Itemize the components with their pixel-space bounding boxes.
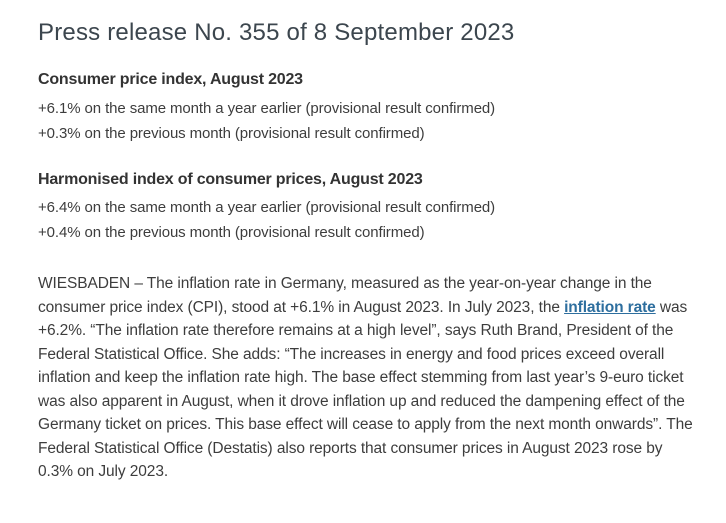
hicp-section-heading: Harmonised index of consumer prices, August 2023 — [38, 170, 423, 188]
page-title: Press release No. 355 of 8 September 2023 — [38, 19, 515, 46]
cpi-section-heading: Consumer price index, August 2023 — [38, 70, 303, 88]
inflation-rate-link[interactable]: inflation rate — [564, 298, 656, 316]
hicp-monthly-change-line: +0.4% on the previous month (provisional result confirmed) — [38, 224, 425, 242]
cpi-monthly-change-line: +0.3% on the previous month (provisional result confirmed) — [38, 124, 425, 142]
body-paragraph — [38, 272, 696, 484]
hicp-yearly-change-line: +6.4% on the same month a year earlier (provisional result confirmed) — [38, 199, 496, 217]
paragraph-text-before-link: WIESBADEN – The inflation rate in Germany, measured as the year-on-year change in the consumer price index (CPI), stood at +6.1% in August 2023. In July 2023, the — [38, 275, 652, 316]
cpi-yearly-change-line: +6.1% on the same month a year earlier (provisional result confirmed) — [38, 99, 496, 117]
cpi-section — [38, 70, 696, 146]
hicp-section — [38, 170, 696, 246]
paragraph-text-after-link: was +6.2%. “The inflation rate therefore remains at a high level”, says Ruth Brand, President of the Federal Statistical Office. She adds: “The increases in energy and food prices exceed overall inflation and keep the inflation rate high. The base effect stemming from last year’s 9-euro ticket was also apparent in August, when it drove inflation up and reduced the dampening effect of the Germany ticket on prices. This base effect will cease to apply from the next month onwards”. The Federal Statistical Office (Destatis) also reports that consumer prices in August 2023 rose by 0.3% on July 2023. — [38, 298, 693, 481]
